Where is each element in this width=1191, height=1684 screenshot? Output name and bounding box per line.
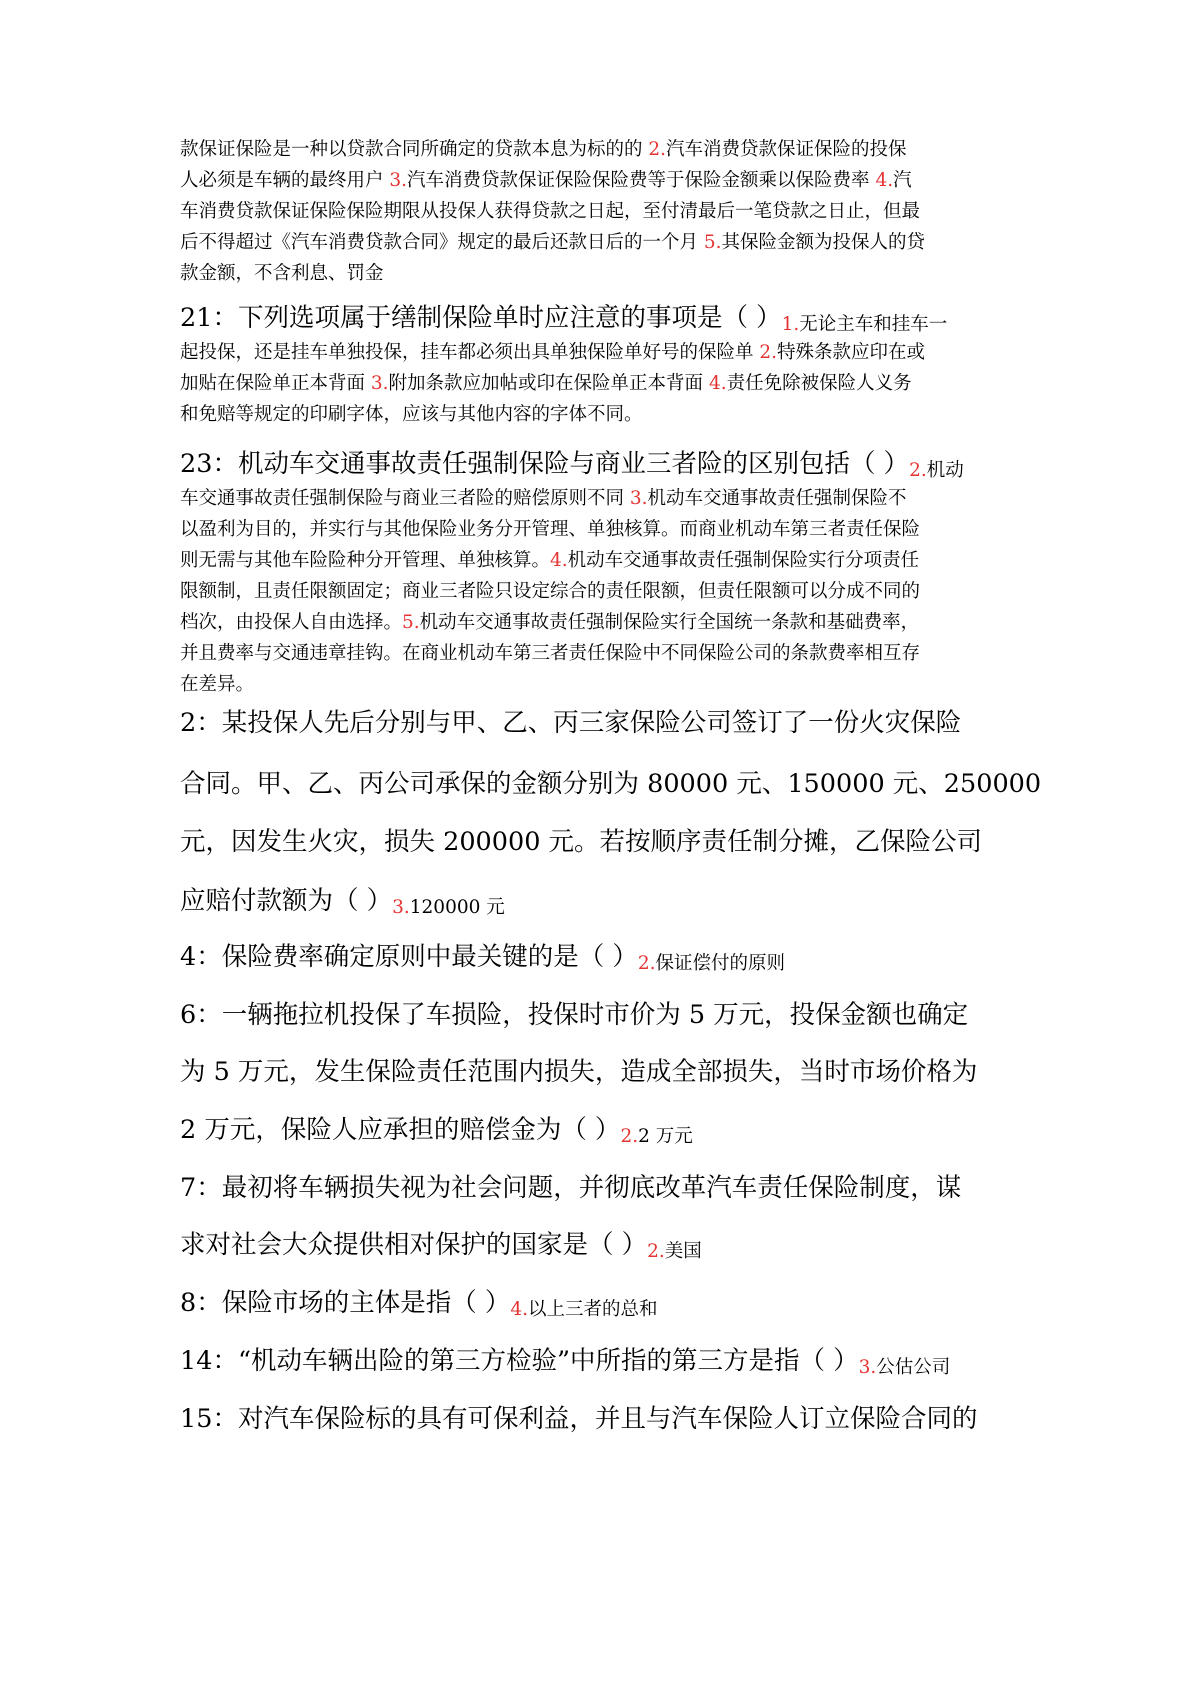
question-14 (180, 1346, 950, 1376)
question-6-line-3 (180, 1115, 693, 1145)
question-7-line-1: 7：最初将车辆损失视为社会问题，并彻底改革汽车责任保险制度，谋 (180, 1173, 962, 1203)
text-segment: 并且费率与交通违章挂钩。在商业机动车第三者责任保险中不同保险公司的条款费率相互存 (180, 643, 921, 664)
question-2-line-4 (180, 886, 505, 916)
answer-number: 2. (909, 460, 927, 481)
item-number: 5. (703, 232, 722, 253)
text-line (180, 483, 1018, 514)
question-text: 应赔付款额为（ ） (180, 886, 393, 916)
question-21 (180, 303, 947, 333)
answer-number: 3. (392, 897, 410, 918)
question-text: 8：保险市场的主体是指（ ） (180, 1288, 511, 1318)
answer (647, 1241, 702, 1262)
text-line (180, 669, 1018, 700)
answer-text: 120000 元 (409, 897, 505, 918)
answer-block-23 (180, 483, 1018, 700)
text-segment: 则无需与其他车险险种分开管理、单独核算。 (180, 550, 551, 571)
text-segment: 限额制，且责任限额固定；商业三者险只设定综合的责任限额，但责任限额可以分成不同的 (180, 581, 921, 602)
text-line (180, 545, 1018, 576)
text-line (180, 337, 1018, 368)
text-line (180, 607, 1018, 638)
text-segment: 车交通事故责任强制保险与商业三者险的赔偿原则不同 (180, 488, 630, 509)
item-number: 4. (708, 373, 727, 394)
text-segment: 以盈利为目的，并实行与其他保险业务分开管理、单独核算。而商业机动车第三者责任保险 (180, 519, 921, 540)
text-segment: 车消费贷款保证保险保险期限从投保人获得贷款之日起，至付清最后一笔贷款之日止，但最 (180, 201, 921, 222)
answer-text: 无论主车和挂车一 (799, 314, 948, 335)
text-segment: 附加条款应加帖或印在保险单正本背面 (388, 373, 709, 394)
answer (638, 953, 785, 974)
answer-number: 1. (781, 314, 800, 335)
answer-number: 2. (647, 1241, 665, 1262)
question-4 (180, 942, 785, 972)
answer-text: 保证偿付的原则 (655, 953, 786, 974)
question-8 (180, 1288, 658, 1318)
text-line (180, 134, 1018, 165)
text-line (180, 576, 1018, 607)
question-text: 求对社会大众提供相对保护的国家是（ ） (180, 1230, 648, 1260)
question-7-line-2 (180, 1230, 702, 1260)
text-segment: 人必须是车辆的最终用户 (180, 170, 390, 191)
text-segment: 汽车消费贷款保证保险的投保 (666, 139, 907, 160)
answer-number: 4. (510, 1299, 528, 1320)
text-segment: 机动车交通事故责任强制保险实行分项责任 (567, 550, 920, 571)
answer-number: 2. (620, 1126, 639, 1147)
question-6-line-1: 6：一辆拖拉机投保了车损险，投保时市价为 5 万元，投保金额也确定 (180, 1000, 969, 1030)
text-segment: 机动车交通事故责任强制保险不 (647, 488, 907, 509)
item-number: 3. (389, 170, 408, 191)
question-2-line-2: 合同。甲、乙、丙公司承保的金额分别为 80000 元、150000 元、250000 (180, 769, 1042, 799)
text-line (180, 258, 1018, 289)
item-number: 4. (550, 550, 568, 571)
text-segment: 起投保，还是挂车单独投保，挂车都必须出具单独保险单好号的保险单 (180, 342, 760, 363)
question-15: 15：对汽车保险标的具有可保利益，并且与汽车保险人订立保险合同的 (180, 1404, 978, 1434)
text-segment: 加贴在保险单正本背面 (180, 373, 371, 394)
item-number: 3. (370, 373, 389, 394)
answer (909, 460, 964, 481)
question-2-line-1: 2：某投保人先后分别与甲、乙、丙三家保险公司签订了一份火灾保险 (180, 708, 962, 738)
text-segment: 档次，由投保人自由选择。 (180, 612, 403, 633)
item-number: 3. (629, 488, 648, 509)
text-line (180, 196, 1018, 227)
answer (392, 897, 505, 918)
item-number: 2. (759, 342, 778, 363)
question-text: 4：保险费率确定原则中最关键的是（ ） (180, 942, 638, 972)
text-segment: 特殊条款应印在或 (777, 342, 926, 363)
answer-text: 美国 (664, 1241, 702, 1262)
question-2-line-3: 元，因发生火灾，损失 200000 元。若按顺序责任制分摊，乙保险公司 (180, 827, 983, 857)
question-text: 2 万元，保险人应承担的赔偿金为（ ） (180, 1115, 621, 1145)
answer-block-21 (180, 337, 1018, 430)
answer-text: 公估公司 (876, 1357, 951, 1378)
item-number: 5. (402, 612, 420, 633)
question-6-line-2: 为 5 万元，发生保险责任范围内损失，造成全部损失，当时市场价格为 (180, 1057, 978, 1087)
text-segment: 其保险金额为投保人的贷 (721, 232, 926, 253)
answer-number: 3. (858, 1357, 877, 1378)
question-text: 23：机动车交通事故责任强制保险与商业三者险的区别包括（ ） (180, 449, 910, 479)
answer-text: 以上三者的总和 (528, 1299, 658, 1320)
item-number: 4. (875, 170, 894, 191)
text-segment: 机动车交通事故责任强制保险实行全国统一条款和基础费率， (419, 612, 920, 633)
answer-block-continued (180, 134, 1018, 289)
question-23 (180, 449, 964, 479)
text-segment: 款金额，不含利息、罚金 (180, 263, 384, 284)
answer-text: 2 万元 (638, 1126, 693, 1147)
text-segment: 和免赔等规定的印刷字体，应该与其他内容的字体不同。 (180, 404, 643, 425)
text-segment: 后不得超过《汽车消费贷款合同》规定的最后还款日后的一个月 (180, 232, 704, 253)
text-line (180, 638, 1018, 669)
text-segment: 款保证保险是一种以贷款合同所确定的贷款本息为标的的 (180, 139, 649, 160)
question-text: 21：下列选项属于缮制保险单时应注意的事项是（ ） (180, 303, 782, 333)
answer (859, 1357, 951, 1378)
answer (510, 1299, 657, 1320)
text-segment: 汽车消费贷款保证保险保险费等于保险金额乘以保险费率 (407, 170, 876, 191)
item-number: 2. (648, 139, 667, 160)
answer-number: 2. (637, 953, 656, 974)
text-line (180, 399, 1018, 430)
text-segment: 在差异。 (180, 674, 255, 695)
answer (782, 314, 948, 335)
text-line (180, 368, 1018, 399)
answer-text: 机动 (926, 460, 964, 481)
text-segment: 责任免除被保险人义务 (726, 373, 912, 394)
text-line (180, 165, 1018, 196)
text-line (180, 227, 1018, 258)
answer (620, 1126, 692, 1147)
text-line (180, 514, 1018, 545)
question-text: 14：“机动车辆出险的第三方检验”中所指的第三方是指（ ） (180, 1346, 859, 1376)
text-segment: 汽 (893, 170, 912, 191)
